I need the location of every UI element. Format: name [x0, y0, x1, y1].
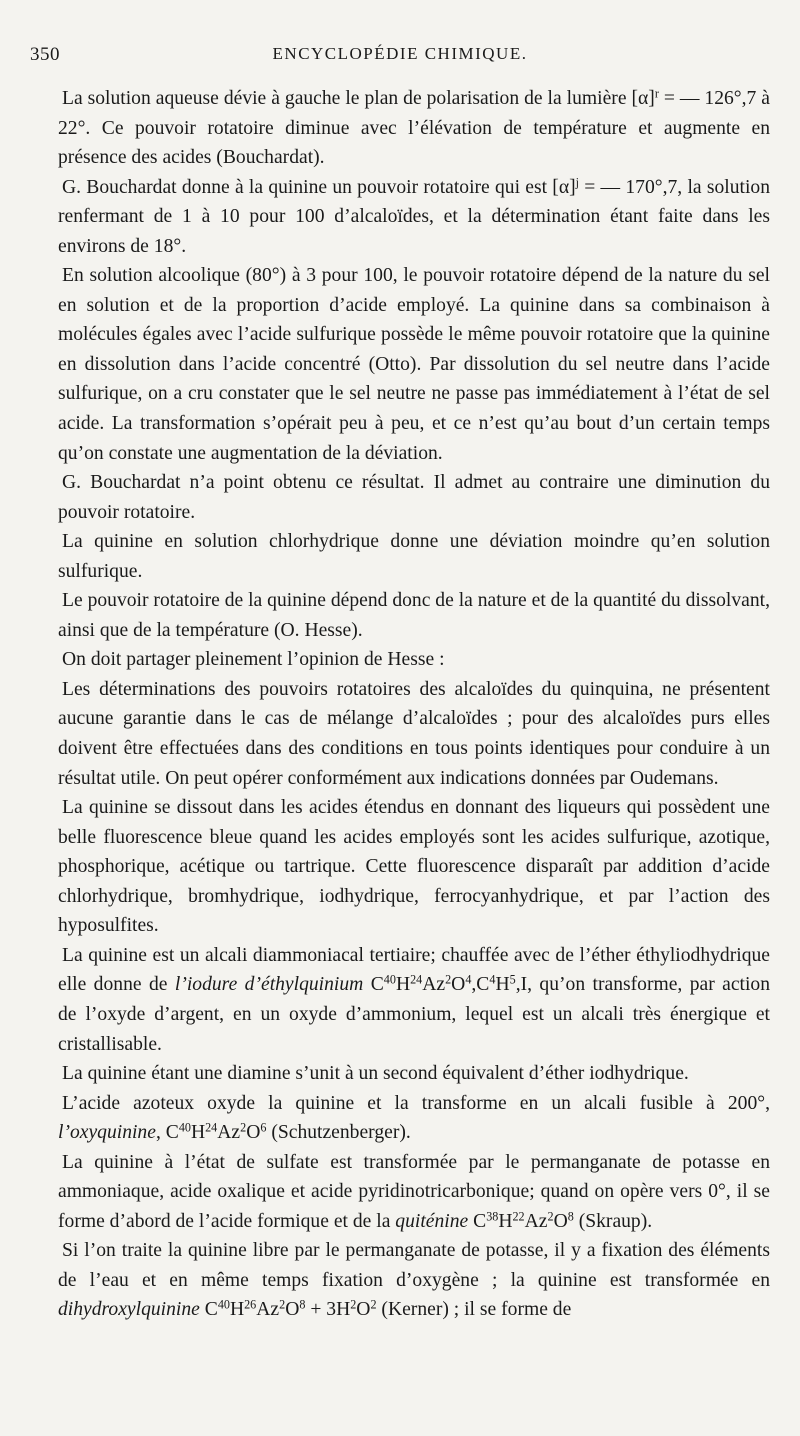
text-run: , C: [155, 1122, 179, 1144]
paragraph: [58, 1059, 770, 1089]
paragraph: [58, 468, 770, 527]
text-run: O: [285, 1299, 300, 1321]
text-run: H: [190, 1122, 206, 1144]
text-run: En solution alcoolique (80°) à 3 pour 100, le pouvoir rotatoire dépend de la nature du sel en solution et de la proportion d’acide employé. La quinine dans sa combinaison à molécules égales avec l’acide sulfurique possède le même pouvoir rotatoire que la quinine en dissolution dans l’acide concentré (Otto). Par dissolution du sel neutre dans l’acide sulfurique, on a cru constater que le sel neutre ne passe pas immédiatement à l’état de sel acide. La transformation s’opérait peu à peu, et ce n’est qu’au bout d’un certain temps qu’on constate une augmentation de la déviation.: [58, 265, 770, 464]
text-run: La quinine se dissout dans les acides étendus en donnant des liqueurs qui possèdent une belle fluorescence bleue quand les acides employés sont les acides sulfurique, azotique, phosphorique, acétique ou tartrique. Cette fluorescence disparaît par addition d’acide chlorhydrique, bromhydrique, iodhydrique, ferrocyanhydrique, et par l’action des hyposulfites.: [58, 797, 770, 937]
page-header: [30, 44, 770, 74]
text-run: Az: [422, 974, 446, 996]
text-run: H: [395, 974, 411, 996]
text-run: (Skraup).: [573, 1210, 653, 1232]
paragraph: [58, 261, 770, 468]
text-run: = — 126°,7 à 22°. Ce pouvoir rotatoire diminue avec l’élévation de température et augmente en présence des acides (Bouchardat).: [58, 88, 771, 169]
page-number: 350: [30, 44, 60, 65]
text-run: ,I, qu’on transforme, par action de l’oxyde d’argent, en un oxyde d’ammonium, lequel est un alcali très énergique et cristallisable.: [58, 974, 771, 1055]
superscript: 6: [260, 1120, 267, 1135]
superscript: 2: [279, 1297, 286, 1312]
text-run: La quinine en solution chlorhydrique donne une déviation moindre qu’en solution sulfurique.: [58, 531, 770, 582]
text-run: O: [553, 1210, 568, 1232]
text-run: Si l’on traite la quinine libre par le permanganate de potasse, il y a fixation des éléments de l’eau et en même temps fixation d’oxygène ; la quinine est transformée en: [58, 1240, 770, 1291]
italic-term: l’iodure d’éthylquinium: [174, 974, 364, 996]
text-run: La quinine à l’état de sulfate est transformée par le permanganate de potasse en ammoniaque, acide oxalique et acide pyridinotricarbonique; quand on opère vers 0°, il se forme d’abord de l’acide formique et de la: [58, 1151, 770, 1232]
superscript: 4: [465, 972, 472, 987]
text-run: Le pouvoir rotatoire de la quinine dépend donc de la nature et de la quantité du dissolvant, ainsi que de la température (O. Hesse).: [58, 590, 770, 641]
paragraph: [58, 173, 770, 262]
text-run: La quinine est un alcali diammoniacal tertiaire; chauffée avec de l’éther éthyliodhydrique elle donne de: [58, 944, 770, 996]
text-run: Az: [524, 1210, 548, 1232]
text-run: La solution aqueuse dévie à gauche le plan de polarisation de la lumière [α]: [62, 88, 655, 109]
superscript: 2: [240, 1120, 247, 1135]
text-run: O: [356, 1299, 371, 1321]
superscript: 24: [410, 972, 423, 987]
paragraph: [58, 527, 770, 586]
running-head: ENCYCLOPÉDIE CHIMIQUE.: [272, 44, 528, 63]
text-run: C: [363, 974, 384, 996]
text-run: La quinine étant une diamine s’unit à un second équivalent d’éther iodhydrique.: [62, 1063, 689, 1085]
text-run: On doit partager pleinement l’opinion de Hesse :: [62, 649, 445, 671]
text-run: (Kerner) ; il se forme de: [376, 1299, 572, 1321]
superscript: 22: [512, 1209, 525, 1224]
paragraph: [58, 1148, 770, 1237]
paragraph: [58, 1236, 770, 1325]
text-run: H: [498, 1210, 513, 1232]
body-text: [58, 84, 770, 1325]
text-run: C: [468, 1210, 487, 1232]
text-run: (Schutzenberger).: [266, 1122, 411, 1144]
superscript: 8: [567, 1209, 574, 1224]
text-run: C: [199, 1299, 218, 1321]
italic-term: dihydroxylquinine: [58, 1299, 200, 1321]
superscript: 26: [244, 1297, 257, 1312]
paragraph: [58, 793, 770, 941]
text-run: O: [451, 974, 466, 996]
paragraph: [58, 586, 770, 645]
superscript: 8: [299, 1297, 306, 1312]
text-run: O: [246, 1122, 261, 1144]
italic-term: l’oxyquinine: [58, 1122, 156, 1144]
superscript: 5: [509, 972, 516, 987]
text-run: H: [495, 974, 510, 996]
paragraph: [58, 941, 770, 1059]
superscript: r: [654, 86, 659, 101]
superscript: 4: [489, 972, 496, 987]
text-run: L’acide azoteux oxyde la quinine et la transforme en un alcali fusible à 200°,: [62, 1092, 770, 1114]
italic-term: quiténine: [395, 1210, 469, 1232]
paragraph: [58, 84, 770, 173]
superscript: 24: [205, 1120, 218, 1135]
superscript: 2: [350, 1297, 357, 1312]
text-run: G. Bouchardat n’a point obtenu ce résultat. Il admet au contraire une diminution du pouvoir rotatoire.: [58, 472, 770, 523]
superscript: 38: [486, 1209, 499, 1224]
text-run: H: [229, 1299, 245, 1321]
text-run: Les déterminations des pouvoirs rotatoires des alcaloïdes du quinquina, ne présentent aucune garantie dans le cas de mélange d’alcaloïdes ; pour des alcaloïdes purs elles doivent être effectuées dans des conditions en tous points identiques pour conduire à un résultat utile. On peut opérer conformément aux indications données par Oudemans.: [58, 678, 770, 789]
superscript: 40: [217, 1297, 230, 1312]
text-run: = — 170°,7, la solution renfermant de 1 à 10 pour 100 d’alcaloïdes, et la détermination étant faite dans les environs de 18°.: [58, 176, 770, 257]
paragraph: [58, 1089, 770, 1148]
superscript: 40: [383, 972, 396, 987]
text-run: ,C: [471, 974, 490, 996]
text-run: G. Bouchardat donne à la quinine un pouvoir rotatoire qui est [α]: [62, 176, 576, 198]
text-run: + 3H: [305, 1299, 351, 1321]
text-run: Az: [217, 1122, 241, 1144]
superscript: j: [575, 174, 579, 189]
superscript: 2: [370, 1297, 377, 1312]
paragraph: [58, 645, 770, 675]
text-run: Az: [256, 1299, 280, 1321]
superscript: 2: [547, 1209, 554, 1224]
paragraph: [58, 675, 770, 793]
superscript: 2: [445, 972, 452, 987]
superscript: 40: [178, 1120, 191, 1135]
